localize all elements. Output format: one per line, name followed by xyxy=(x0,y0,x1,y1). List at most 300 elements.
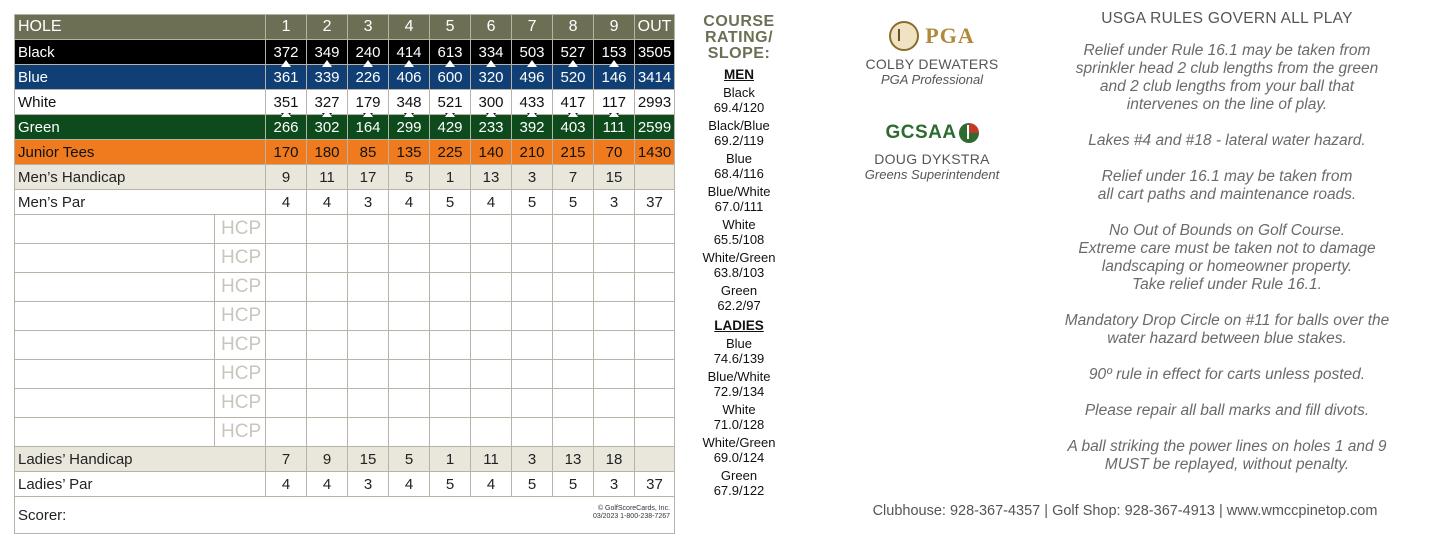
rating-value: 71.0/128 xyxy=(713,417,765,432)
player-score-cell[interactable] xyxy=(512,418,553,447)
course-rating-panel xyxy=(690,14,788,498)
rating-item xyxy=(690,184,788,214)
ladies-par-cell: 5 xyxy=(553,472,594,497)
rating-item xyxy=(690,151,788,181)
mens-par-cell: 5 xyxy=(430,190,471,215)
tee-name: Green xyxy=(15,115,266,140)
mens-par-cell: 5 xyxy=(512,190,553,215)
tee-marker-up-icon xyxy=(486,110,496,117)
yardage-cell: 403 xyxy=(553,115,594,140)
mens-par-total: 37 xyxy=(635,190,675,215)
player-score-cell[interactable] xyxy=(594,389,635,418)
copyright-note xyxy=(593,505,670,521)
pga-logo xyxy=(832,18,1032,54)
ladies-handicap-cell: 3 xyxy=(512,447,553,472)
scorer-label: Scorer: xyxy=(18,506,67,524)
player-score-cell[interactable] xyxy=(389,360,430,389)
player-total-cell[interactable] xyxy=(635,273,675,302)
player-score-row xyxy=(15,331,675,360)
player-score-cell[interactable] xyxy=(389,273,430,302)
yardage-cell: 496 xyxy=(512,65,553,90)
yardage-cell: 179 xyxy=(348,90,389,115)
yardage-cell: 180 xyxy=(307,140,348,165)
player-total-cell[interactable] xyxy=(635,244,675,273)
player-score-cell[interactable] xyxy=(430,215,471,244)
player-hcp-field[interactable]: HCP xyxy=(215,302,266,331)
rating-item xyxy=(690,250,788,280)
player-score-cell[interactable] xyxy=(553,418,594,447)
tee-marker-up-icon xyxy=(322,60,332,67)
mens-par-cell: 4 xyxy=(389,190,430,215)
player-score-row xyxy=(15,389,675,418)
player-score-cell[interactable] xyxy=(512,273,553,302)
player-total-cell[interactable] xyxy=(635,360,675,389)
ladies-par-cell: 4 xyxy=(471,472,512,497)
player-score-cell[interactable] xyxy=(348,360,389,389)
ladies-par-total: 37 xyxy=(635,472,675,497)
player-score-cell[interactable] xyxy=(389,418,430,447)
player-score-cell[interactable] xyxy=(307,273,348,302)
rating-value: 74.6/139 xyxy=(713,351,765,366)
mens-par-cell: 4 xyxy=(307,190,348,215)
player-name-field[interactable] xyxy=(15,302,215,331)
rating-item xyxy=(690,336,788,366)
yardage-cell: 348 xyxy=(389,90,430,115)
rule-item: Relief under 16.1 may be taken from all cart paths and maintenance roads. xyxy=(1097,168,1357,203)
player-score-row xyxy=(15,360,675,389)
player-name-field[interactable] xyxy=(15,331,215,360)
hole-header-label: HOLE xyxy=(15,15,266,40)
player-score-cell[interactable] xyxy=(553,244,594,273)
rating-tee: Black/Blue xyxy=(708,118,770,133)
player-score-cell[interactable] xyxy=(348,331,389,360)
yardage-cell: 372 xyxy=(266,40,307,65)
yardage-total: 3414 xyxy=(635,65,675,90)
yardage-cell: 164 xyxy=(348,115,389,140)
rating-item xyxy=(690,217,788,247)
tee-marker-up-icon xyxy=(281,110,291,117)
player-score-cell[interactable] xyxy=(348,389,389,418)
player-score-cell[interactable] xyxy=(471,273,512,302)
hole-number: 8 xyxy=(553,15,594,40)
yardage-cell: 140 xyxy=(471,140,512,165)
ladies-par-cell: 5 xyxy=(512,472,553,497)
rating-item xyxy=(690,468,788,498)
player-score-cell[interactable] xyxy=(348,418,389,447)
tee-marker-up-icon xyxy=(568,60,578,67)
yardage-cell: 349 xyxy=(307,40,348,65)
player-score-cell[interactable] xyxy=(430,418,471,447)
player-score-cell[interactable] xyxy=(512,244,553,273)
mens-par-row xyxy=(15,190,675,215)
yardage-cell: 233 xyxy=(471,115,512,140)
tee-marker-up-icon xyxy=(363,60,373,67)
yardage-cell: 146 xyxy=(594,65,635,90)
player-score-cell[interactable] xyxy=(266,418,307,447)
player-score-cell[interactable] xyxy=(553,331,594,360)
hole-number: 7 xyxy=(512,15,553,40)
mens-par-cell: 3 xyxy=(348,190,389,215)
player-score-cell[interactable] xyxy=(594,331,635,360)
player-score-cell[interactable] xyxy=(307,215,348,244)
player-score-cell[interactable] xyxy=(471,302,512,331)
player-score-cell[interactable] xyxy=(348,215,389,244)
yardage-cell: 392 xyxy=(512,115,553,140)
tee-marker-up-icon xyxy=(527,60,537,67)
pro-name: COLBY DEWATERS xyxy=(865,56,999,72)
yardage-cell: 226 xyxy=(348,65,389,90)
yardage-total: 2993 xyxy=(635,90,675,115)
yardage-cell: 339 xyxy=(307,65,348,90)
rating-value: 69.2/119 xyxy=(714,133,764,148)
rating-tee: Blue xyxy=(725,151,753,166)
yardage-cell: 417 xyxy=(553,90,594,115)
rating-value: 68.4/116 xyxy=(714,166,764,181)
mens-handicap-cell: 5 xyxy=(389,165,430,190)
yardage-cell: 613 xyxy=(430,40,471,65)
player-name-field[interactable] xyxy=(15,360,215,389)
rule-item: Relief under Rule 16.1 may be taken from sprinkler head 2 club lengths from the green and 2 club lengths from your ball that intervenes on the line of play. xyxy=(1075,42,1379,113)
player-score-cell[interactable] xyxy=(266,331,307,360)
tee-name: Black xyxy=(15,40,266,65)
superintendent-role: Greens Superintendent xyxy=(864,167,1000,182)
player-score-cell[interactable] xyxy=(307,244,348,273)
rating-title-line: RATING/ xyxy=(704,29,774,46)
player-score-cell[interactable] xyxy=(553,389,594,418)
yardage-cell: 210 xyxy=(512,140,553,165)
rule-item: Lakes #4 and #18 - lateral water hazard. xyxy=(1088,132,1366,149)
scorer-row xyxy=(15,497,675,534)
player-score-cell[interactable] xyxy=(471,389,512,418)
yardage-cell: 334 xyxy=(471,40,512,65)
player-score-cell[interactable] xyxy=(430,331,471,360)
player-score-cell[interactable] xyxy=(430,389,471,418)
player-hcp-field[interactable]: HCP xyxy=(215,273,266,302)
rating-value: 69.4/120 xyxy=(713,100,765,115)
player-score-cell[interactable] xyxy=(266,302,307,331)
player-score-cell[interactable] xyxy=(512,389,553,418)
player-total-cell[interactable] xyxy=(635,418,675,447)
yardage-total: 2599 xyxy=(635,115,675,140)
mens-par-cell: 3 xyxy=(594,190,635,215)
ladies-par-cell: 4 xyxy=(266,472,307,497)
player-score-cell[interactable] xyxy=(348,244,389,273)
player-score-cell[interactable] xyxy=(307,302,348,331)
player-score-cell[interactable] xyxy=(512,360,553,389)
superintendent-name: DOUG DYKSTRA xyxy=(874,151,990,167)
ladies-handicap-cell: 5 xyxy=(389,447,430,472)
player-score-cell[interactable] xyxy=(307,331,348,360)
player-name-field[interactable] xyxy=(15,389,215,418)
mens-handicap-cell: 13 xyxy=(471,165,512,190)
ladies-handicap-cell: 11 xyxy=(471,447,512,472)
mens-handicap-row xyxy=(15,165,675,190)
mens-handicap-cell: 15 xyxy=(594,165,635,190)
rating-section-ladies: LADIES xyxy=(714,318,764,333)
rating-tee: White/Green xyxy=(702,435,776,450)
player-score-row xyxy=(15,418,675,447)
copyright-line: 03/2023 1-800-238-7267 xyxy=(592,513,671,520)
mens-par-cell: 4 xyxy=(471,190,512,215)
yardage-cell: 433 xyxy=(512,90,553,115)
rating-tee: White xyxy=(722,217,756,232)
player-score-row xyxy=(15,302,675,331)
yardage-cell: 215 xyxy=(553,140,594,165)
player-score-cell[interactable] xyxy=(348,302,389,331)
rating-tee: Green xyxy=(720,283,758,298)
yardage-cell: 170 xyxy=(266,140,307,165)
rating-value: 67.0/111 xyxy=(714,199,764,214)
mens-handicap-label: Men’s Handicap xyxy=(15,165,266,190)
player-score-cell[interactable] xyxy=(594,215,635,244)
rating-value: 65.5/108 xyxy=(713,232,765,247)
yardage-total: 3505 xyxy=(635,40,675,65)
player-hcp-field[interactable]: HCP xyxy=(215,418,266,447)
gcsaa-flag-icon xyxy=(959,123,979,143)
player-score-cell[interactable] xyxy=(553,273,594,302)
pga-seal-icon xyxy=(889,21,919,51)
yardage-cell: 361 xyxy=(266,65,307,90)
contact-line: Clubhouse: 928-367-4357 | Golf Shop: 928-367-4913 | www.wmccpinetop.com xyxy=(872,503,1378,519)
rating-section-men: MEN xyxy=(724,67,754,82)
rule-item: 90º rule in effect for carts unless posted. xyxy=(1088,366,1366,383)
player-score-cell[interactable] xyxy=(266,273,307,302)
tee-marker-up-icon xyxy=(445,110,455,117)
player-score-cell[interactable] xyxy=(307,418,348,447)
pga-logo-text: PGA xyxy=(925,23,975,48)
player-score-cell[interactable] xyxy=(307,389,348,418)
player-score-cell[interactable] xyxy=(389,244,430,273)
player-score-cell[interactable] xyxy=(553,302,594,331)
ladies-par-cell: 3 xyxy=(594,472,635,497)
player-score-cell[interactable] xyxy=(594,244,635,273)
player-name-field[interactable] xyxy=(15,215,215,244)
yardage-cell: 527 xyxy=(553,40,594,65)
player-score-cell[interactable] xyxy=(553,215,594,244)
yardage-cell: 521 xyxy=(430,90,471,115)
rating-value: 63.8/103 xyxy=(713,265,765,280)
player-score-cell[interactable] xyxy=(553,360,594,389)
player-total-cell[interactable] xyxy=(635,389,675,418)
hole-number: 4 xyxy=(389,15,430,40)
tee-marker-up-icon xyxy=(404,60,414,67)
tee-marker-up-icon xyxy=(404,110,414,117)
player-hcp-field[interactable]: HCP xyxy=(215,360,266,389)
mens-handicap-total xyxy=(635,165,675,190)
player-score-cell[interactable] xyxy=(307,360,348,389)
tee-marker-up-icon xyxy=(322,110,332,117)
yardage-total: 1430 xyxy=(635,140,675,165)
rating-value: 72.9/134 xyxy=(713,384,765,399)
yardage-cell: 153 xyxy=(594,40,635,65)
hole-number: 5 xyxy=(430,15,471,40)
rule-item: No Out of Bounds on Golf Course. Extreme care must be taken not to damage landscaping or homeowner property. Take relief under Rule 16.1. xyxy=(1078,222,1376,293)
player-score-cell[interactable] xyxy=(266,215,307,244)
rating-item xyxy=(690,435,788,465)
hole-number: 2 xyxy=(307,15,348,40)
player-score-row xyxy=(15,244,675,273)
tee-row-blue xyxy=(15,65,675,90)
mens-handicap-cell: 3 xyxy=(512,165,553,190)
player-score-cell[interactable] xyxy=(594,302,635,331)
tee-marker-up-icon xyxy=(445,60,455,67)
player-hcp-field[interactable]: HCP xyxy=(215,389,266,418)
player-score-cell[interactable] xyxy=(266,244,307,273)
rating-tee: Blue xyxy=(725,336,753,351)
player-score-cell[interactable] xyxy=(389,331,430,360)
player-score-cell[interactable] xyxy=(430,360,471,389)
player-score-cell[interactable] xyxy=(471,215,512,244)
hole-number: 9 xyxy=(594,15,635,40)
player-score-row xyxy=(15,215,675,244)
player-score-cell[interactable] xyxy=(266,389,307,418)
tee-marker-up-icon xyxy=(363,110,373,117)
rating-title-line: COURSE xyxy=(703,13,775,30)
yardage-cell: 600 xyxy=(430,65,471,90)
hole-number: 1 xyxy=(266,15,307,40)
ladies-par-cell: 5 xyxy=(430,472,471,497)
yardage-cell: 70 xyxy=(594,140,635,165)
mens-par-cell: 5 xyxy=(553,190,594,215)
player-score-cell[interactable] xyxy=(430,302,471,331)
tee-marker-up-icon xyxy=(281,60,291,67)
player-score-cell[interactable] xyxy=(594,273,635,302)
rule-item: A ball striking the power lines on holes 1 and 9 MUST be replayed, without penalty. xyxy=(1067,438,1387,473)
hole-header-row xyxy=(15,15,675,40)
rating-tee: Green xyxy=(720,468,758,483)
player-score-cell[interactable] xyxy=(266,360,307,389)
player-score-cell[interactable] xyxy=(594,360,635,389)
yardage-cell: 406 xyxy=(389,65,430,90)
tee-row-junior xyxy=(15,140,675,165)
player-hcp-field[interactable]: HCP xyxy=(215,215,266,244)
scorecard-table xyxy=(14,14,675,534)
yardage-cell: 503 xyxy=(512,40,553,65)
player-name-field[interactable] xyxy=(15,273,215,302)
ladies-handicap-label: Ladies’ Handicap xyxy=(15,447,266,472)
local-rules-panel xyxy=(1040,10,1414,492)
player-total-cell[interactable] xyxy=(635,302,675,331)
ladies-handicap-cell: 1 xyxy=(430,447,471,472)
mens-handicap-cell: 9 xyxy=(266,165,307,190)
player-name-field[interactable] xyxy=(15,418,215,447)
yardage-cell: 320 xyxy=(471,65,512,90)
rating-value: 62.2/97 xyxy=(717,298,761,313)
tee-marker-up-icon xyxy=(609,60,619,67)
yardage-cell: 225 xyxy=(430,140,471,165)
ladies-handicap-total xyxy=(635,447,675,472)
rating-value: 67.9/122 xyxy=(713,483,765,498)
yardage-cell: 117 xyxy=(594,90,635,115)
player-score-cell[interactable] xyxy=(430,244,471,273)
player-score-cell[interactable] xyxy=(389,302,430,331)
player-score-cell[interactable] xyxy=(471,244,512,273)
rating-tee: Blue/White xyxy=(707,369,771,384)
mens-handicap-cell: 11 xyxy=(307,165,348,190)
tee-marker-up-icon xyxy=(486,60,496,67)
yardage-cell: 240 xyxy=(348,40,389,65)
player-score-cell[interactable] xyxy=(471,360,512,389)
ladies-handicap-cell: 15 xyxy=(348,447,389,472)
player-score-cell[interactable] xyxy=(471,331,512,360)
hole-number: 3 xyxy=(348,15,389,40)
player-score-row xyxy=(15,273,675,302)
mens-handicap-cell: 1 xyxy=(430,165,471,190)
player-score-cell[interactable] xyxy=(471,418,512,447)
yardage-cell: 111 xyxy=(594,115,635,140)
mens-handicap-cell: 7 xyxy=(553,165,594,190)
rating-tee: Blue/White xyxy=(707,184,771,199)
ladies-par-cell: 3 xyxy=(348,472,389,497)
rules-title: USGA RULES GOVERN ALL PLAY xyxy=(1101,10,1353,27)
rule-item: Mandatory Drop Circle on #11 for balls over the water hazard between blue stakes. xyxy=(1064,312,1390,347)
rating-tee: White xyxy=(722,402,756,417)
hole-number: 6 xyxy=(471,15,512,40)
yardage-cell: 327 xyxy=(307,90,348,115)
mens-par-label: Men’s Par xyxy=(15,190,266,215)
yardage-cell: 520 xyxy=(553,65,594,90)
player-score-cell[interactable] xyxy=(389,389,430,418)
player-total-cell[interactable] xyxy=(635,215,675,244)
player-score-cell[interactable] xyxy=(348,273,389,302)
ladies-handicap-cell: 18 xyxy=(594,447,635,472)
player-score-cell[interactable] xyxy=(512,302,553,331)
pro-role: PGA Professional xyxy=(880,72,984,87)
player-score-cell[interactable] xyxy=(594,418,635,447)
tee-marker-up-icon xyxy=(609,110,619,117)
rating-tee: Black xyxy=(723,85,755,100)
ladies-par-cell: 4 xyxy=(389,472,430,497)
rating-value: 69.0/124 xyxy=(713,450,765,465)
yardage-cell: 429 xyxy=(430,115,471,140)
tee-marker-up-icon xyxy=(568,110,578,117)
ladies-par-row xyxy=(15,472,675,497)
tee-name: White xyxy=(15,90,266,115)
ladies-handicap-cell: 13 xyxy=(553,447,594,472)
rating-item xyxy=(690,85,788,115)
scorer-field[interactable] xyxy=(15,497,675,534)
player-score-cell[interactable] xyxy=(430,273,471,302)
rating-item xyxy=(690,402,788,432)
copyright-line: © GolfScoreCards, Inc. xyxy=(597,505,671,512)
tee-name: Junior Tees xyxy=(15,140,266,165)
tee-row-green xyxy=(15,115,675,140)
ladies-handicap-cell: 9 xyxy=(307,447,348,472)
player-score-cell[interactable] xyxy=(512,215,553,244)
gcsaa-logo xyxy=(832,117,1032,149)
yardage-cell: 85 xyxy=(348,140,389,165)
player-total-cell[interactable] xyxy=(635,331,675,360)
ladies-handicap-row xyxy=(15,447,675,472)
mens-handicap-cell: 17 xyxy=(348,165,389,190)
player-name-field[interactable] xyxy=(15,244,215,273)
tee-name: Blue xyxy=(15,65,266,90)
player-score-cell[interactable] xyxy=(512,331,553,360)
mens-par-cell: 4 xyxy=(266,190,307,215)
yardage-cell: 414 xyxy=(389,40,430,65)
tee-marker-up-icon xyxy=(527,110,537,117)
rules-list xyxy=(1040,42,1414,474)
player-score-cell[interactable] xyxy=(389,215,430,244)
player-hcp-field[interactable]: HCP xyxy=(215,331,266,360)
yardage-cell: 135 xyxy=(389,140,430,165)
player-hcp-field[interactable]: HCP xyxy=(215,244,266,273)
yardage-cell: 351 xyxy=(266,90,307,115)
rating-item xyxy=(690,118,788,148)
gcsaa-logo-text: GCSAA xyxy=(885,122,957,143)
out-header: OUT xyxy=(635,15,675,40)
yardage-cell: 266 xyxy=(266,115,307,140)
